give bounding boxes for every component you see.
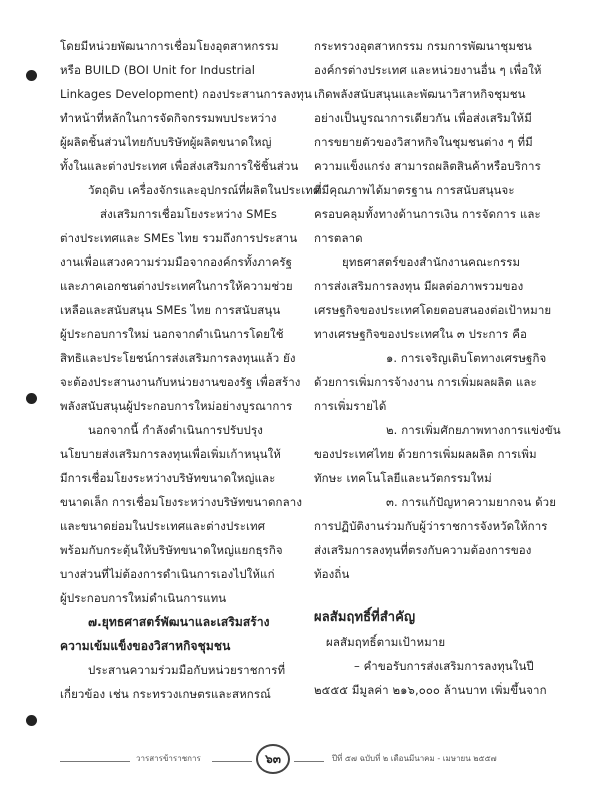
text-line: ส่งเสริมการเชื่อมโยงระหว่าง SMEs <box>100 207 277 221</box>
text-line: วัตถุดิบ เครื่องจักรและอุปกรณ์ที่ผลิตในประเทศ <box>88 183 321 197</box>
text-line: พลังสนับสนุนผู้ประกอบการใหม่อย่างบูรณาการ <box>60 399 293 413</box>
text-line: การเพิ่มรายได้ <box>314 399 387 413</box>
binder-hole-icon <box>26 70 37 81</box>
left-column <box>60 34 321 706</box>
text-line: พร้อมกับกระตุ้นให้บริษัทขนาดใหญ่แยกธุรกิจ <box>60 543 283 557</box>
text-line: ทำหน้าที่หลักในการจัดกิจกรรมพบประหว่าง <box>60 111 277 125</box>
binder-hole-icon <box>26 715 37 726</box>
text-line: ผู้ประกอบการใหม่ นอกจากดำเนินการโดยใช้ <box>60 327 284 341</box>
text-line: ยุทธศาสตร์ของสำนักงานคณะกรรม <box>342 255 521 269</box>
text-line: การส่งเสริมการลงทุน มีผลต่อภาพรวมของ <box>314 279 524 293</box>
text-line: หรือ BUILD (BOI Unit for Industrial <box>60 63 256 77</box>
text-line: เกี่ยวข้อง เช่น กระทรวงเกษตรและสหกรณ์ <box>60 687 271 701</box>
text-line: ด้วยการเพิ่มการจ้างงาน การเพิ่มผลผลิต และ <box>314 375 537 389</box>
text-line: นอกจากนี้ กำลังดำเนินการปรับปรุง <box>88 423 263 437</box>
section-heading: ๗.ยุทธศาสตร์พัฒนาและเสริมสร้าง <box>88 615 270 629</box>
text-line: มีการเชื่อมโยงระหว่างบริษัทขนาดใหญ่และ <box>60 471 276 485</box>
text-line: บางส่วนที่ไม่ต้องการดำเนินการเองไปให้แก่ <box>60 567 275 581</box>
text-line: ของประเทศไทย ด้วยการเพิ่มผลผลิต การเพิ่ม <box>314 447 537 461</box>
text-line: เหลือและสนับสนุน SMEs ไทย การสนับสนุน <box>60 303 281 317</box>
text-line: – คำขอรับการส่งเสริมการลงทุนในปี <box>354 659 534 673</box>
text-line: ส่งเสริมการลงทุนที่ตรงกับความต้องการของ <box>314 543 532 557</box>
text-line: นโยบายส่งเสริมการลงทุนเพื่อเพิ่มเก้าหนุนให้ <box>60 447 281 461</box>
right-column <box>314 34 561 702</box>
text-line: ประสานความร่วมมือกับหน่วยราชการที่ <box>88 663 286 677</box>
text-line: ที่มีคุณภาพได้มาตรฐาน การสนับสนุนจะ <box>314 183 515 197</box>
text-line: ผู้ผลิตชิ้นส่วนไทยกับบริษัทผู้ผลิตขนาดใหญ่ <box>60 135 272 149</box>
issue-info: ปีที่ ๕๗ ฉบับที่ ๒ เดือนมีนาคม - เมษายน ๒๕๕๗ <box>332 754 497 763</box>
text-line: ครอบคลุมทั้งทางด้านการเงิน การจัดการ และ <box>314 207 541 221</box>
text-line: การปฏิบัติงานร่วมกับผู้ว่าราชการจังหวัดให้การ <box>314 519 548 533</box>
subsection-heading: ผลสัมฤทธิ์ตามเป้าหมาย <box>326 635 446 649</box>
text-line: ผู้ประกอบการใหม่ดำเนินการแทน <box>60 591 227 605</box>
text-line: อย่างเป็นบูรณาการเดียวกัน เพื่อส่งเสริมให้มี <box>314 111 532 125</box>
text-line: กระทรวงอุตสาหกรรม กรมการพัฒนาชุมชน <box>314 39 532 53</box>
text-line: ความแข็งแกร่ง สามารถผลิตสินค้าหรือบริการ <box>314 159 541 173</box>
page-footer <box>60 742 554 772</box>
binder-hole-icon <box>26 393 37 404</box>
text-line: ๒. การเพิ่มศักยภาพทางการแข่งขัน <box>386 423 561 437</box>
text-line: และภาคเอกชนต่างประเทศในการให้ความช่วย <box>60 279 293 293</box>
section-heading: ผลสัมฤทธิ์ที่สำคัญ <box>314 610 416 625</box>
text-line: การขยายตัวของวิสาหกิจในชุมชนต่าง ๆ ที่มี <box>314 135 533 149</box>
page-number: ๖๓ <box>256 744 290 774</box>
text-line: องค์กรต่างประเทศ และหน่วยงานอื่น ๆ เพื่อให้ <box>314 63 542 77</box>
footer-rule <box>60 761 130 762</box>
text-line: ทักษะ เทคโนโลยีและนวัตกรรมใหม่ <box>314 471 492 485</box>
text-line: การตลาด <box>314 231 363 245</box>
text-line: ๒๕๕๕ มีมูลค่า ๒๑๖,๐๐๐ ล้านบาท เพิ่มขึ้นจาก <box>314 683 547 697</box>
section-gap <box>314 586 550 606</box>
text-line: จะต้องประสานงานกับหน่วยงานของรัฐ เพื่อสร้าง <box>60 375 301 389</box>
text-line: โดยมีหน่วยพัฒนาการเชื่อมโยงอุตสาหกรรม <box>60 39 279 53</box>
text-line: ทางเศรษฐกิจของประเทศใน ๓ ประการ คือ <box>314 327 527 341</box>
text-line: ขนาดเล็ก การเชื่อมโยงระหว่างบริษัทขนาดกลาง <box>60 495 303 509</box>
text-line: ท้องถิ่น <box>314 567 350 581</box>
section-heading: ความเข้มแข็งของวิสาหกิจชุมชน <box>60 639 231 653</box>
text-line: งานเพื่อแสวงความร่วมมือจากองค์กรทั้งภาครัฐ <box>60 255 293 269</box>
footer-rule <box>294 761 324 762</box>
text-line: ๑. การเจริญเติบโตทางเศรษฐกิจ <box>386 351 547 365</box>
text-line: Linkages Development) กองประสานการลงทุน <box>60 87 312 101</box>
text-line: ทั้งในและต่างประเทศ เพื่อส่งเสริมการใช้ชิ้นส่วน <box>60 159 299 173</box>
footer-rule <box>212 761 252 762</box>
text-line: สิทธิและประโยชน์การส่งเสริมการลงทุนแล้ว ยัง <box>60 351 296 365</box>
text-line: และขนาดย่อมในประเทศและต่างประเทศ <box>60 519 266 533</box>
text-line: เศรษฐกิจของประเทศโดยตอบสนองต่อเป้าหมาย <box>314 303 552 317</box>
journal-name: วารสารข้าราชการ <box>136 754 201 763</box>
text-line: เกิดพลังสนับสนุนและพัฒนาวิสาหกิจชุมชน <box>314 87 526 101</box>
text-line: ต่างประเทศและ SMEs ไทย รวมถึงการประสาน <box>60 231 298 245</box>
text-line: ๓. การแก้ปัญหาความยากจน ด้วย <box>386 495 557 509</box>
